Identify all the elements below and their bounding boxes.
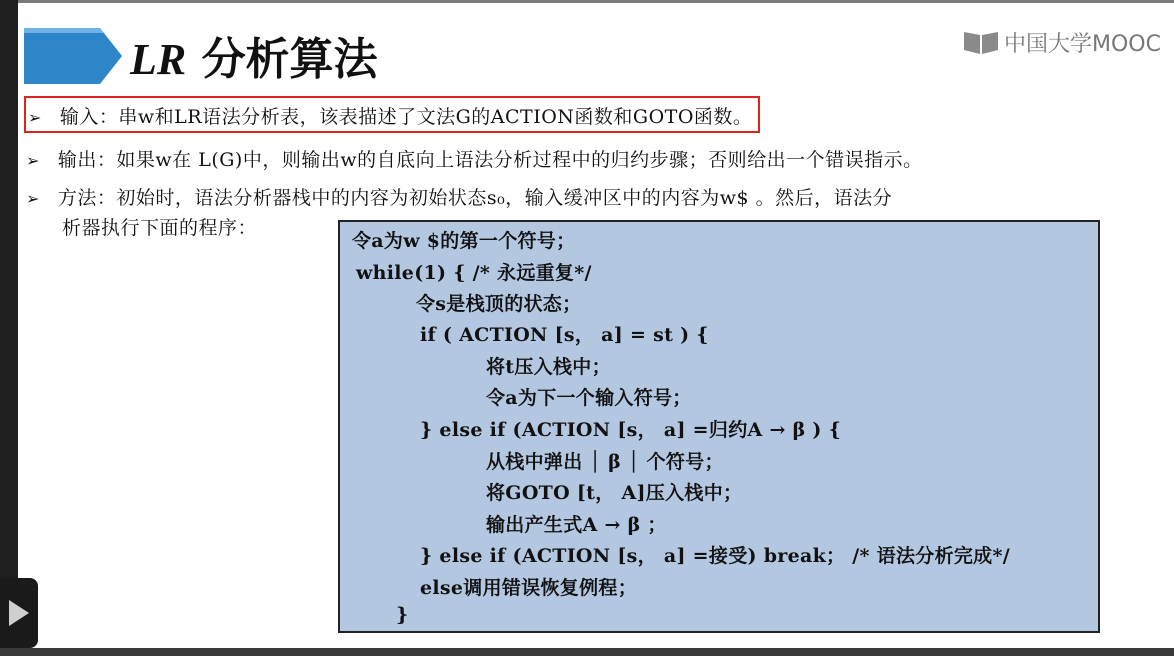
code-line: } else if (ACTION [s， a] =归约A → β ) {	[420, 419, 842, 441]
slide	[18, 0, 1174, 648]
code-line: 令a为w $的第一个符号；	[352, 230, 576, 252]
code-line: else调用错误恢复例程；	[420, 577, 637, 599]
title-chinese: 分析算法	[201, 34, 378, 85]
play-icon	[9, 600, 29, 626]
bullet-arrow-icon: ➢	[26, 151, 40, 170]
code-line: 令a为下一个输入符号；	[486, 387, 692, 409]
logo-text: 中国大学MOOC	[1004, 31, 1161, 57]
bullet-input	[24, 96, 760, 133]
method-text-line1: 方法：初始时，语法分析器栈中的内容为初始状态s₀，输入缓冲区中的内容为w$ 。然后，语法分	[57, 187, 893, 209]
code-line: 将t压入栈中；	[486, 356, 611, 378]
book-icon	[964, 30, 1000, 54]
input-text: 输入：串w和LR语法分析表，该表描述了文法G的ACTION函数和GOTO函数。	[59, 106, 753, 128]
mooc-logo	[964, 28, 1161, 56]
bullet-arrow-icon: ➢	[28, 108, 42, 127]
left-edge-bar	[0, 0, 18, 656]
code-line: 令s是栈顶的状态；	[416, 293, 582, 315]
title-latin: LR	[130, 35, 187, 84]
code-line: if ( ACTION [s， a] = st ) {	[420, 324, 709, 346]
code-line: 将GOTO [t， A]压入栈中；	[486, 482, 743, 504]
code-line: 输出产生式A → β ；	[486, 514, 667, 536]
play-button[interactable]	[0, 578, 38, 648]
bullet-output	[26, 145, 923, 172]
bullet-method	[26, 183, 892, 210]
code-line: } else if (ACTION [s， a] =接受) break； /* 语法分析完成*/	[420, 545, 1010, 567]
code-line: 从栈中弹出 │ β │ 个符号；	[486, 451, 724, 473]
output-text: 输出：如果w在 L(G)中，则输出w的自底向上语法分析过程中的归约步骤；否则给出一个错误指示。	[57, 149, 923, 171]
method-text-line2: 析器执行下面的程序：	[62, 217, 258, 239]
slide-title	[130, 32, 378, 88]
title-arrow-icon	[24, 28, 136, 84]
algorithm-box	[338, 220, 1100, 633]
code-line: while(1) { /* 永远重复*/	[356, 262, 592, 284]
bullet-arrow-icon: ➢	[26, 189, 40, 208]
player-bottom-bar	[0, 648, 1174, 656]
slide-top-border	[18, 0, 1174, 3]
code-line: }	[396, 604, 409, 626]
